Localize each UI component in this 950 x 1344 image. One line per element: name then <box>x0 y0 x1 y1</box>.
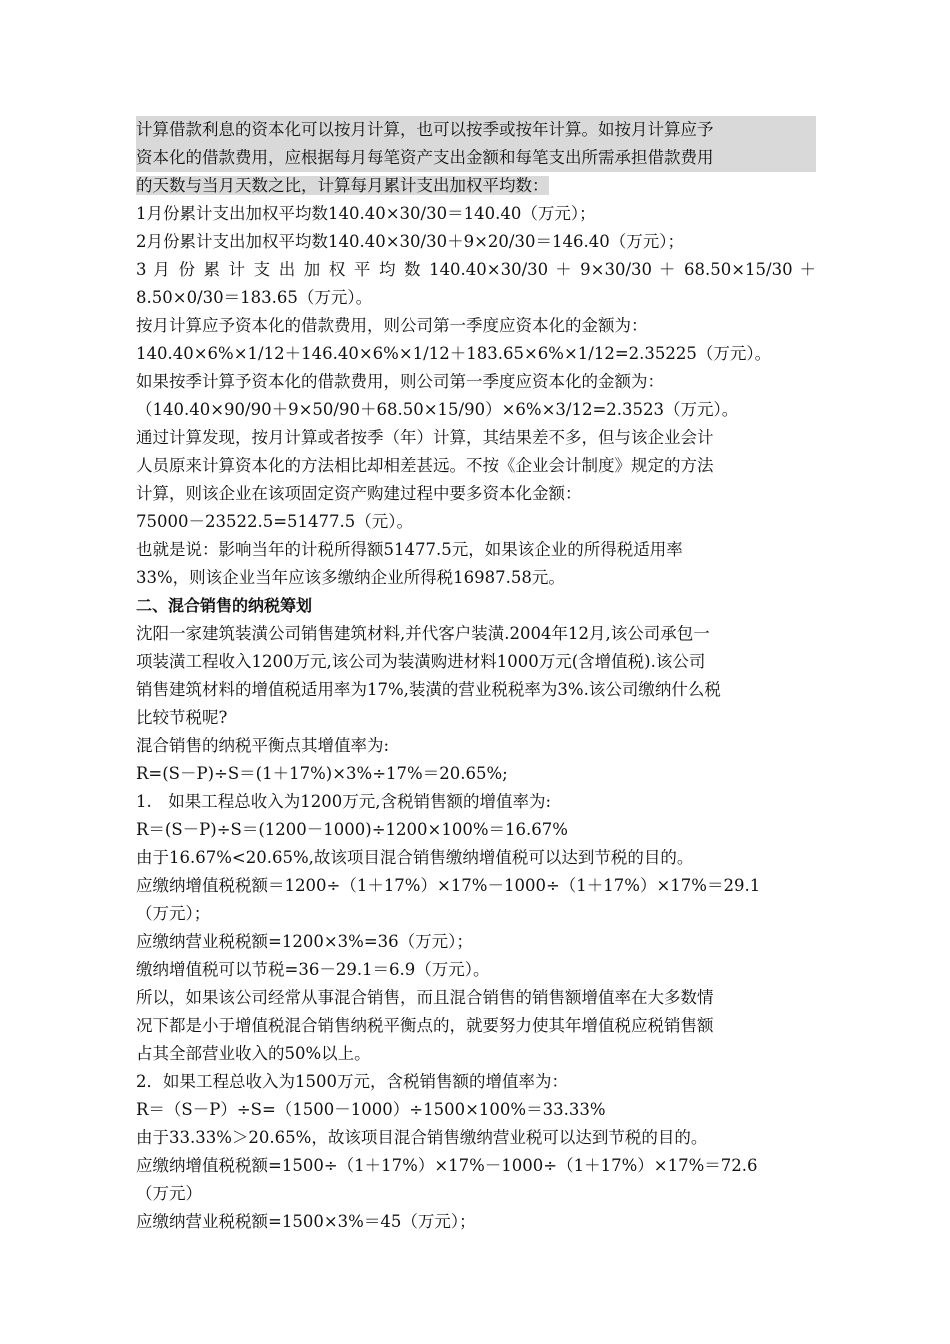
text-line: R＝（S－P）÷S=（1500－1000）÷1500×100%＝33.33% <box>136 1100 606 1119</box>
text-line: 缴纳增值税可以节税=36－29.1＝6.9（万元）。 <box>136 960 490 979</box>
text-line: 计算借款利息的资本化可以按月计算，也可以按季或按年计算。如按月计算应予 <box>136 116 816 144</box>
text-line: 2．如果工程总收入为1500万元，含税销售额的增值率为： <box>136 1072 568 1091</box>
text-line: 如果按季计算予资本化的借款费用，则公司第一季度应资本化的金额为： <box>136 372 664 391</box>
text-line: 人员原来计算资本化的方法相比却相差甚远。不按《企业会计制度》规定的方法 <box>136 456 714 475</box>
text-line: 项装潢工程收入1200万元,该公司为装潢购进材料1000万元(含增值税).该公司 <box>136 652 706 671</box>
text-line: 140.40×6%×1/12＋146.40×6%×1/12＋183.65×6%×1/12=2.35225（万元）。 <box>136 344 772 363</box>
text-line: 1月份累计支出加权平均数140.40×30/30＝140.40（万元）； <box>136 204 596 223</box>
text-line: 混合销售的纳税平衡点其增值率为: <box>136 736 390 755</box>
text-line: 通过计算发现，按月计算或者按季（年）计算，其结果差不多，但与该企业会计 <box>136 428 714 447</box>
text-line: 3 月 份 累 计 支 出 加 权 平 均 数 140.40×30/30 ＋ 9×30/30 ＋ 68.50×15/30 ＋ <box>136 260 816 279</box>
text-line: 1. 如果工程总收入为1200万元,含税销售额的增值率为: <box>136 792 552 811</box>
text-line: 33%，则该企业当年应该多缴纳企业所得税16987.58元。 <box>136 568 565 587</box>
text-line: （140.40×90/90＋9×50/90＋68.50×15/90）×6%×3/12=2.3523（万元）。 <box>136 400 739 419</box>
document-page <box>136 116 816 1236</box>
text-line: 所以，如果该公司经常从事混合销售，而且混合销售的销售额增值率在大多数情 <box>136 988 714 1007</box>
text-line: 应缴纳增值税税额=1500÷（1＋17%）×17%－1000÷（1＋17%）×17%＝72.6 <box>136 1156 758 1175</box>
text-line: 按月计算应予资本化的借款费用，则公司第一季度应资本化的金额为： <box>136 316 648 335</box>
text-line: 由于16.67%<20.65%,故该项目混合销售缴纳增值税可以达到节税的目的。 <box>136 848 694 867</box>
text-line: 75000－23522.5=51477.5（元）。 <box>136 512 414 531</box>
text-line: 由于33.33%＞20.65%，故该项目混合销售缴纳营业税可以达到节税的目的。 <box>136 1128 708 1147</box>
text-line: 2月份累计支出加权平均数140.40×30/30＋9×20/30＝146.40（万元）； <box>136 232 684 251</box>
text-line: 8.50×0/30＝183.65（万元）。 <box>136 288 373 307</box>
text-line: （万元） <box>136 1184 202 1203</box>
text-line: R=(S－P)÷S＝(1＋17%)×3%÷17%＝20.65%; <box>136 764 508 783</box>
text-line: 也就是说：影响当年的计税所得额51477.5元，如果该企业的所得税适用率 <box>136 540 683 559</box>
text-line: 的天数与当月天数之比，计算每月累计支出加权平均数： <box>136 176 549 195</box>
text-line: 应缴纳增值税税额＝1200÷（1＋17%）×17%－1000÷（1＋17%）×17%＝29.1 <box>136 876 761 895</box>
text-line: （万元）； <box>136 904 211 923</box>
text-line: 比较节税呢? <box>136 708 228 727</box>
section-heading: 二、混合销售的纳税筹划 <box>136 596 313 615</box>
text-line: 资本化的借款费用，应根据每月每笔资产支出金额和每笔支出所需承担借款费用 <box>136 144 816 172</box>
text-line: 计算，则该企业在该项固定资产购建过程中要多资本化金额： <box>136 484 582 503</box>
text-line: R＝(S－P)÷S＝(1200－1000)÷1200×100%＝16.67% <box>136 820 568 839</box>
text-line: 况下都是小于增值税混合销售纳税平衡点的，就要努力使其年增值税应税销售额 <box>136 1016 714 1035</box>
text-line: 销售建筑材料的增值税适用率为17%,装潢的营业税税率为3%.该公司缴纳什么税 <box>136 680 721 699</box>
text-line: 应缴纳营业税税额=1500×3%＝45（万元）； <box>136 1212 476 1231</box>
text-line: 应缴纳营业税税额=1200×3%=36（万元）； <box>136 932 473 951</box>
text-line: 沈阳一家建筑装潢公司销售建筑材料,并代客户装潢.2004年12月,该公司承包一 <box>136 624 710 643</box>
text-line: 占其全部营业收入的50%以上。 <box>136 1044 371 1063</box>
